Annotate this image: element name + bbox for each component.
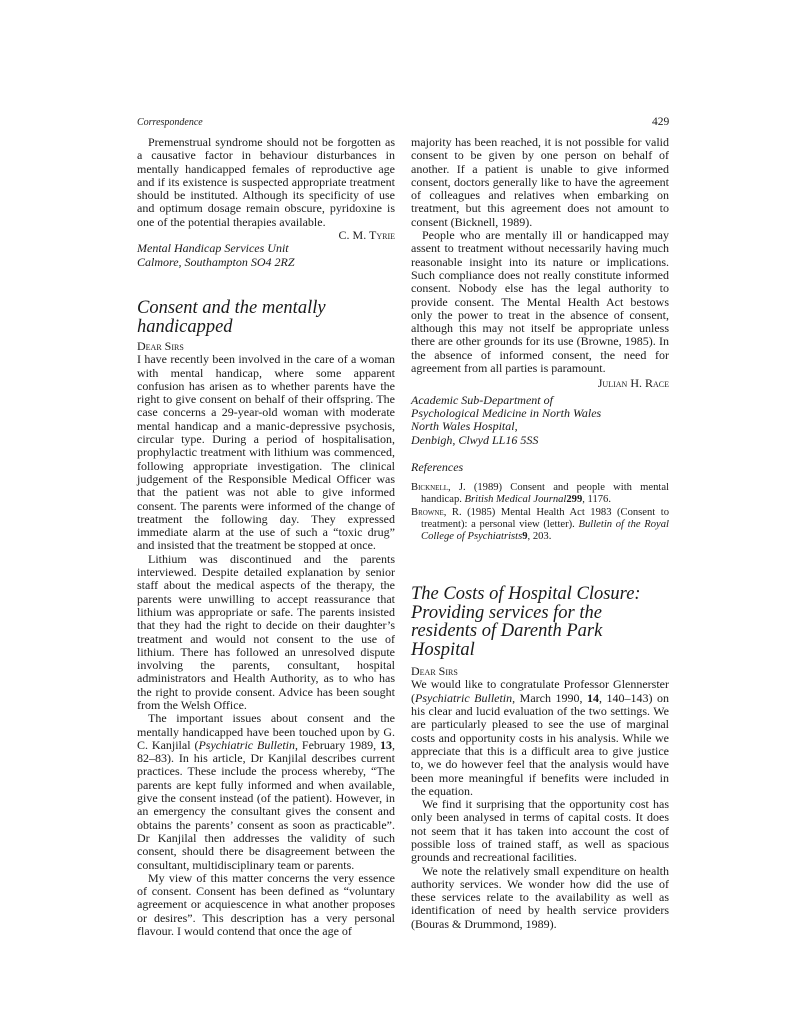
letter2-address-line: Psychological Medicine in North Wales <box>411 405 602 420</box>
reference-item <box>411 507 669 544</box>
letter2-paragraph: Lithium was discontinued and the parents interviewed. Despite detailed explanation by senior staff about the medical aspects of the therapy, the parents were unwilling to accept reassurance that lithium was appropriate or safe. The parents insisted that they had the right to decide on their daughter’s treatment and would not consent to the use of lithium. There has followed an unresolved dispute involving the parents, consultant, hospital administrators and Health Authority, as to who has the right to provide consent. Advice has been sought from the Welsh Office. <box>137 551 395 712</box>
journal-name: Psychiatric Bulletin <box>198 737 295 752</box>
letter2-paragraph: majority has been reached, it is not possible for valid consent to be given by one person on behalf of another. If a patient is unable to give informed consent, doctors generally like to have the agreement of colleagues and relatives when embarking on treatment, but this agreement does not amount to consent (Bicknell, 1989). <box>411 135 669 229</box>
letter2-paragraph: My view of this matter concerns the very essence of consent. Consent has been defined as “voluntary agreement or acquiescence in what another proposes or desires”. This description has a very personal flavour. I would contend that once the age of <box>137 870 395 939</box>
letter2-address-line: North Wales Hospital, <box>411 419 518 434</box>
right-column <box>411 136 669 931</box>
letter2-paragraph <box>137 712 395 872</box>
running-head: Correspondence <box>137 117 203 128</box>
letter2-salutation: Dear Sirs <box>137 338 184 353</box>
letter3-paragraph <box>411 678 669 798</box>
letter3-paragraph: We find it surprising that the opportunity cost has only been analysed in terms of capital costs. It does not seem that it has taken into account the cost of possible loss of trained staff, as well as spacious grounds and recreational facilities. <box>411 797 669 865</box>
letter3-title: The Costs of Hospital Closure: Providing services for the residents of Darenth Park Hospital <box>411 584 641 660</box>
volume: 13 <box>380 737 392 752</box>
letter2-address-line: Academic Sub-Department of <box>411 392 553 407</box>
ref-volume: 299 <box>566 494 583 506</box>
letter1-address-line: Mental Handicap Services Unit <box>137 241 289 256</box>
letter1-address-line: Calmore, Southampton SO4 2RZ <box>137 254 295 269</box>
letter2-title: Consent and the mentally handicapped <box>137 297 326 337</box>
ref-pages: , 1176. <box>582 494 611 506</box>
letter1-paragraph: Premenstrual syndrome should not be forgotten as a causative factor in behaviour disturbances in mentally handicapped females of reproductive age and if its existence is suspected appropriate treatment should be instituted. Although its specificity of use and optimum dosage remain obscure, pyridoxine is one of the potential therapies available. <box>137 135 395 229</box>
page-number: 429 <box>652 116 670 128</box>
left-column <box>137 136 395 938</box>
references-heading: References <box>411 459 464 474</box>
volume: 14 <box>586 690 599 705</box>
letter3-salutation: Dear Sirs <box>411 664 458 679</box>
letter2-paragraph: I have recently been involved in the care of a woman with mental handicap, where some apparent confusion has arisen as to whether parents have the right to give consent on behalf of their offspring. The case concerns a 29-year-old woman with moderate mental handicap and a manic-depressive psychosis, circular type. During a period of hospitalisation, prophylactic treatment with lithium was commenced, following appropriate investigation. The clinical judgement of the Responsible Medical Officer was that the patient was not able to give informed consent. The parents were informed of the change of treatment the following day. They expressed immediate alarm at the use of such a “toxic drug” and insisted that the treatment be stopped at once. <box>137 352 395 553</box>
ref-pages: , 203. <box>527 530 552 542</box>
ref-journal: Bulletin of the Royal College of Psychiatrists <box>421 518 669 542</box>
text: The important issues about consent and the mentally handicapped have been touched upon by G. C. Kanjilal ( <box>137 711 395 752</box>
ref-journal: British Medical Journal <box>464 494 567 506</box>
letter3-paragraph: We note the relatively small expenditure on health authority services. We wonder how did the use of these services relate to the availability as well as identification of need by health service providers (Bouras & Drummond, 1989). <box>411 863 669 931</box>
letter2-paragraph: People who are mentally ill or handicapped may assent to treatment without necessarily having much reasonable insight into its nature or implications. Such compliance does not really constitute informed consent. Nobody else has the legal authority to provide consent. The Mental Health Act bestows only the power to treat in the absence of consent, although this may not itself be appropriate unless there are other grounds for its use (Browne, 1985). In the absence of informed consent, the need for agreement from all parties is paramount. <box>411 228 669 376</box>
letter2-address-line: Denbigh, Clwyd LL16 5SS <box>411 432 539 447</box>
ref-text: (1985) Mental Health Act 1983 (Consent to treatment): a personal view (letter). <box>421 506 669 530</box>
ref-text: (1989) Consent and people with mental handicap. <box>421 482 669 506</box>
journal-name: Psychiatric Bulletin <box>415 690 513 705</box>
text: , February 1989, <box>295 737 380 752</box>
text: We would like to congratulate Professor Glennerster ( <box>411 677 669 705</box>
ref-volume: 9 <box>522 530 528 542</box>
ref-author: Browne, R. <box>411 506 462 518</box>
reference-item <box>411 482 669 506</box>
text: , 82–83). In his article, Dr Kanjilal describes current practices. These include the process whereby, “The parents are kept fully informed and when available, give the consent instead (of the patient). However, in an emergency the consultant gives the consent and obtains the parents’ consent as soon as practicable”. Dr Kanjilal then addresses the validity of such consent, should there be disagreement between the consultant, multidisciplinary team or parents. <box>137 737 395 872</box>
ref-author: Bicknell, J. <box>411 482 466 494</box>
text: , March 1990, <box>512 690 587 705</box>
letter1-signature: C. M. Tyrie <box>338 228 395 243</box>
letter2-signature: Julian H. Race <box>597 376 669 391</box>
text: , 140–143) on his clear and lucid evaluation of the two settings. We are particularly pleased to see the use of marginal costs and opportunity costs in his analysis. While we appreciate that this is a difficult area to give justice to, we do however feel that the analysis would have been more meaningful if benefits were included in the equation. <box>411 690 669 798</box>
